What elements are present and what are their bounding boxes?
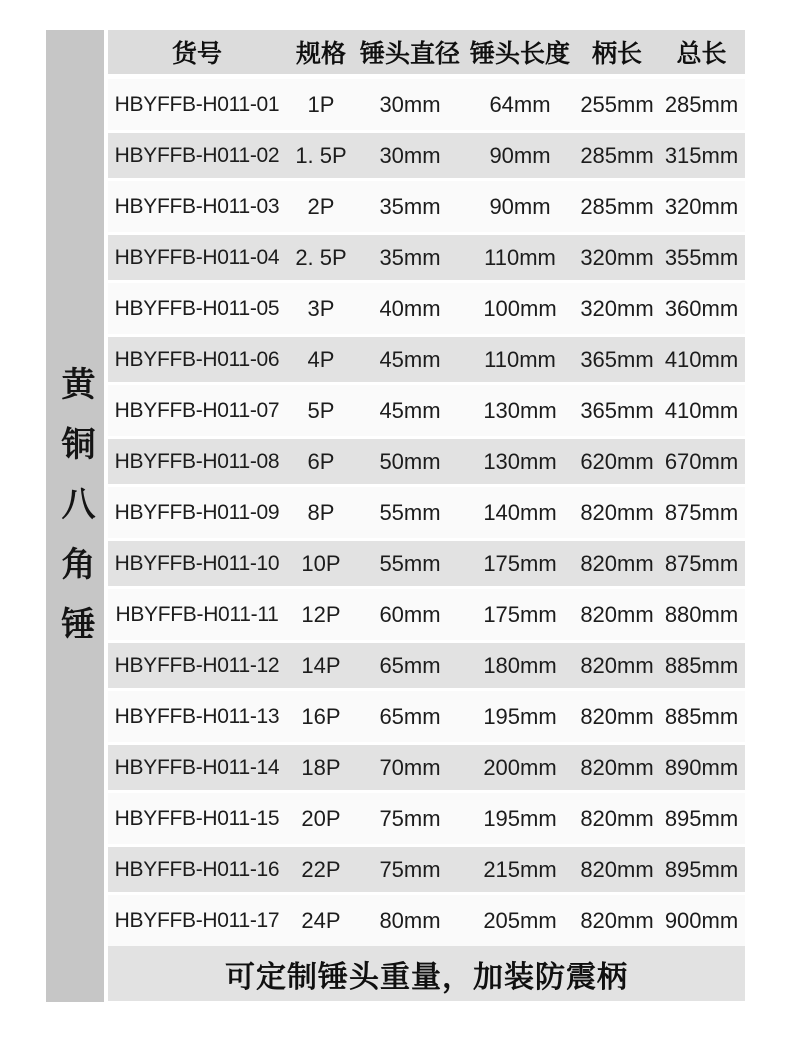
cell-head-diameter: 55mm xyxy=(379,499,441,525)
cell-handle-length: 820mm xyxy=(580,805,654,831)
table-row xyxy=(108,130,745,181)
spec-table xyxy=(108,30,745,1001)
table-row xyxy=(108,487,745,538)
col-header-handle-length: 柄长 xyxy=(591,40,642,68)
cell-spec: 12P xyxy=(301,601,341,627)
cell-head-length: 215mm xyxy=(483,856,557,882)
cell-total-length: 875mm xyxy=(664,499,739,525)
cell-spec: 4P xyxy=(307,346,335,372)
cell-spec: 20P xyxy=(301,805,341,831)
cell-item-code: HBYFFB-H011-16 xyxy=(114,857,280,881)
cell-item-code: HBYFFB-H011-15 xyxy=(114,806,280,830)
table-footer xyxy=(108,946,745,1001)
cell-head-length: 140mm xyxy=(483,499,557,525)
cell-spec: 18P xyxy=(301,754,341,780)
table-row xyxy=(108,79,745,130)
cell-head-diameter: 50mm xyxy=(379,448,441,474)
cell-handle-length: 820mm xyxy=(580,652,654,678)
cell-head-length: 200mm xyxy=(483,754,557,780)
table-row xyxy=(108,844,745,895)
cell-handle-length: 365mm xyxy=(580,346,654,372)
cell-item-code: HBYFFB-H011-06 xyxy=(114,347,280,371)
cell-head-diameter: 35mm xyxy=(379,193,441,219)
cell-handle-length: 285mm xyxy=(580,193,654,219)
cell-total-length: 875mm xyxy=(664,550,739,576)
table-row xyxy=(108,742,745,793)
cell-spec: 14P xyxy=(301,652,341,678)
cell-head-diameter: 35mm xyxy=(379,244,441,270)
table-row xyxy=(108,691,745,742)
cell-head-length: 90mm xyxy=(489,142,551,168)
cell-handle-length: 255mm xyxy=(580,91,654,117)
table-row xyxy=(108,538,745,589)
cell-head-length: 195mm xyxy=(483,805,557,831)
cell-total-length: 885mm xyxy=(664,652,739,678)
cell-head-diameter: 75mm xyxy=(379,805,441,831)
cell-handle-length: 820mm xyxy=(580,907,654,933)
cell-item-code: HBYFFB-H011-03 xyxy=(114,194,280,218)
table-row xyxy=(108,181,745,232)
cell-spec: 24P xyxy=(301,907,341,933)
cell-item-code: HBYFFB-H011-08 xyxy=(114,449,280,473)
cell-handle-length: 620mm xyxy=(580,448,654,474)
cell-head-diameter: 70mm xyxy=(379,754,441,780)
cell-head-length: 90mm xyxy=(489,193,551,219)
cell-head-diameter: 30mm xyxy=(379,91,441,117)
cell-item-code: HBYFFB-H011-01 xyxy=(114,92,280,116)
cell-head-length: 175mm xyxy=(483,601,557,627)
col-header-head-length: 锤头长度 xyxy=(469,40,570,68)
cell-spec: 8P xyxy=(307,499,335,525)
cell-item-code: HBYFFB-H011-09 xyxy=(114,500,280,524)
cell-handle-length: 820mm xyxy=(580,550,654,576)
cell-total-length: 670mm xyxy=(664,448,739,474)
cell-item-code: HBYFFB-H011-14 xyxy=(114,755,280,779)
product-category-title: 黄铜八角锤 xyxy=(56,366,94,666)
cell-handle-length: 820mm xyxy=(580,856,654,882)
cell-total-length: 895mm xyxy=(664,856,739,882)
cell-head-length: 195mm xyxy=(483,703,557,729)
cell-head-length: 130mm xyxy=(483,397,557,423)
cell-handle-length: 365mm xyxy=(580,397,654,423)
table-row xyxy=(108,232,745,283)
cell-spec: 5P xyxy=(307,397,335,423)
cell-item-code: HBYFFB-H011-07 xyxy=(114,398,280,422)
cell-handle-length: 820mm xyxy=(580,754,654,780)
cell-handle-length: 820mm xyxy=(580,601,654,627)
cell-head-length: 175mm xyxy=(483,550,557,576)
cell-head-diameter: 75mm xyxy=(379,856,441,882)
cell-head-diameter: 30mm xyxy=(379,142,441,168)
cell-total-length: 890mm xyxy=(664,754,739,780)
cell-item-code: HBYFFB-H011-13 xyxy=(114,704,280,728)
cell-handle-length: 320mm xyxy=(580,295,654,321)
cell-handle-length: 320mm xyxy=(580,244,654,270)
cell-head-length: 64mm xyxy=(489,91,551,117)
table-body xyxy=(108,79,745,946)
cell-handle-length: 820mm xyxy=(580,703,654,729)
cell-total-length: 360mm xyxy=(664,295,739,321)
cell-item-code: HBYFFB-H011-02 xyxy=(114,143,280,167)
cell-total-length: 315mm xyxy=(664,142,739,168)
cell-spec: 10P xyxy=(301,550,341,576)
cell-head-length: 110mm xyxy=(484,244,556,270)
table-row xyxy=(108,589,745,640)
table-row xyxy=(108,436,745,487)
cell-total-length: 410mm xyxy=(664,397,739,423)
cell-spec: 1. 5P xyxy=(295,142,347,168)
product-category-bar xyxy=(46,30,104,1002)
cell-total-length: 885mm xyxy=(664,703,739,729)
cell-spec: 22P xyxy=(301,856,341,882)
cell-spec: 2P xyxy=(307,193,335,219)
cell-head-diameter: 45mm xyxy=(379,397,441,423)
cell-handle-length: 820mm xyxy=(580,499,654,525)
cell-head-diameter: 65mm xyxy=(379,703,441,729)
cell-item-code: HBYFFB-H011-10 xyxy=(114,551,280,575)
cell-total-length: 880mm xyxy=(664,601,739,627)
cell-head-length: 100mm xyxy=(483,295,557,321)
cell-total-length: 410mm xyxy=(664,346,739,372)
cell-item-code: HBYFFB-H011-17 xyxy=(114,908,280,932)
table-row xyxy=(108,895,745,946)
cell-total-length: 320mm xyxy=(664,193,739,219)
table-row xyxy=(108,793,745,844)
cell-spec: 2. 5P xyxy=(295,244,347,270)
cell-handle-length: 285mm xyxy=(580,142,654,168)
col-header-head-diameter: 锤头直径 xyxy=(359,40,460,68)
cell-spec: 3P xyxy=(307,295,335,321)
cell-total-length: 355mm xyxy=(664,244,739,270)
cell-head-diameter: 45mm xyxy=(379,346,441,372)
cell-head-diameter: 40mm xyxy=(379,295,441,321)
cell-head-diameter: 80mm xyxy=(379,907,441,933)
cell-total-length: 895mm xyxy=(664,805,739,831)
table-header xyxy=(108,30,745,74)
cell-spec: 1P xyxy=(307,91,335,117)
table-row xyxy=(108,640,745,691)
cell-head-diameter: 60mm xyxy=(379,601,441,627)
customization-note: 可定制锤头重量，加装防震柄 xyxy=(225,960,628,994)
cell-head-diameter: 55mm xyxy=(379,550,441,576)
table-row xyxy=(108,334,745,385)
cell-item-code: HBYFFB-H011-05 xyxy=(114,296,280,320)
cell-total-length: 900mm xyxy=(664,907,739,933)
cell-head-length: 130mm xyxy=(483,448,557,474)
cell-spec: 6P xyxy=(307,448,335,474)
cell-item-code: HBYFFB-H011-04 xyxy=(114,245,280,269)
col-header-total-length: 总长 xyxy=(676,40,727,68)
cell-head-length: 110mm xyxy=(484,346,556,372)
cell-head-diameter: 65mm xyxy=(379,652,441,678)
col-header-spec: 规格 xyxy=(295,40,346,68)
cell-item-code: HBYFFB-H011-12 xyxy=(114,653,280,677)
cell-total-length: 285mm xyxy=(664,91,739,117)
cell-head-length: 205mm xyxy=(483,907,557,933)
cell-head-length: 180mm xyxy=(483,652,557,678)
table-row xyxy=(108,283,745,334)
table-row xyxy=(108,385,745,436)
col-header-item-code: 货号 xyxy=(171,40,222,68)
cell-item-code: HBYFFB-H011-11 xyxy=(115,602,279,626)
cell-spec: 16P xyxy=(301,703,341,729)
